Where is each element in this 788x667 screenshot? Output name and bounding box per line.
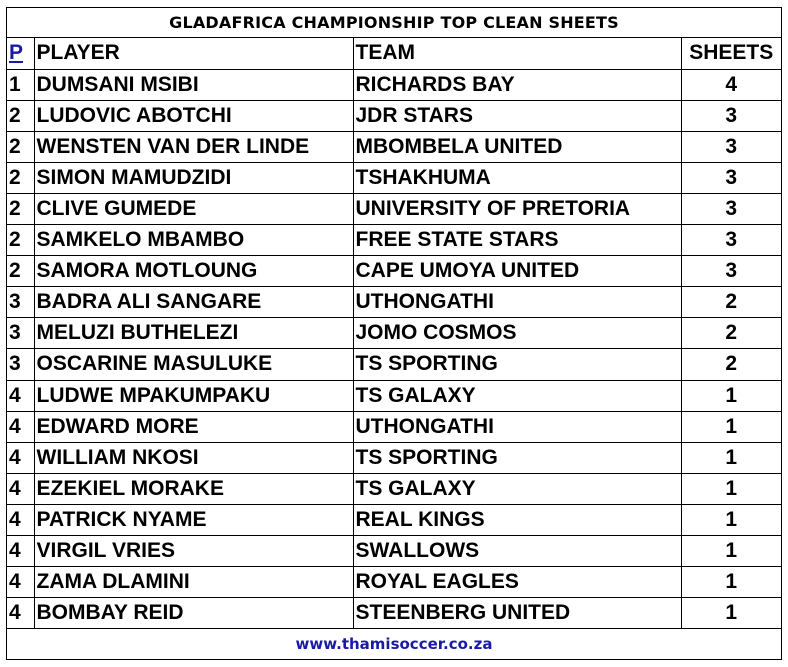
table-row: [7, 411, 781, 442]
clean-sheets-table: [7, 38, 781, 629]
table-row: [7, 598, 781, 629]
sheets-cell: 2: [681, 287, 781, 318]
table-row: [7, 287, 781, 318]
player-cell: CLIVE GUMEDE: [34, 193, 353, 224]
player-cell: EZEKIEL MORAKE: [34, 473, 353, 504]
sheets-cell: 1: [681, 442, 781, 473]
table-row: [7, 225, 781, 256]
table-row: [7, 162, 781, 193]
team-cell: SWALLOWS: [353, 536, 681, 567]
column-header-sheets: SHEETS: [681, 38, 781, 69]
clean-sheets-table-card: [6, 7, 782, 660]
table-row: [7, 131, 781, 162]
sheets-cell: 3: [681, 162, 781, 193]
sheets-cell: 1: [681, 598, 781, 629]
player-cell: BADRA ALI SANGARE: [34, 287, 353, 318]
table-row: [7, 536, 781, 567]
team-cell: TS GALAXY: [353, 380, 681, 411]
table-row: [7, 349, 781, 380]
sheets-cell: 2: [681, 318, 781, 349]
position-cell: 4: [7, 598, 34, 629]
team-cell: TSHAKHUMA: [353, 162, 681, 193]
team-cell: ROYAL EAGLES: [353, 567, 681, 598]
table-row: [7, 318, 781, 349]
sheets-cell: 1: [681, 504, 781, 535]
team-cell: JOMO COSMOS: [353, 318, 681, 349]
player-cell: PATRICK NYAME: [34, 504, 353, 535]
player-cell: VIRGIL VRIES: [34, 536, 353, 567]
column-header-position[interactable]: [7, 38, 34, 69]
team-cell: FREE STATE STARS: [353, 225, 681, 256]
player-cell: OSCARINE MASULUKE: [34, 349, 353, 380]
team-cell: RICHARDS BAY: [353, 69, 681, 100]
website-footer[interactable]: www.thamisoccer.co.za: [295, 635, 493, 654]
position-cell: 3: [7, 318, 34, 349]
position-cell: 2: [7, 256, 34, 287]
team-cell: UTHONGATHI: [353, 287, 681, 318]
sort-by-position-link[interactable]: P: [9, 41, 24, 65]
position-cell: 4: [7, 567, 34, 598]
player-cell: BOMBAY REID: [34, 598, 353, 629]
team-cell: TS SPORTING: [353, 442, 681, 473]
team-cell: REAL KINGS: [353, 504, 681, 535]
sheets-cell: 3: [681, 225, 781, 256]
sheets-cell: 1: [681, 536, 781, 567]
player-cell: WENSTEN VAN DER LINDE: [34, 131, 353, 162]
position-cell: 2: [7, 193, 34, 224]
sheets-cell: 3: [681, 100, 781, 131]
team-cell: TS GALAXY: [353, 473, 681, 504]
sheets-cell: 4: [681, 69, 781, 100]
player-cell: SAMKELO MBAMBO: [34, 225, 353, 256]
table-title: GLADAFRICA CHAMPIONSHIP TOP CLEAN SHEETS: [7, 8, 781, 38]
column-header-player: PLAYER: [34, 38, 353, 69]
player-cell: SAMORA MOTLOUNG: [34, 256, 353, 287]
table-row: [7, 100, 781, 131]
table-row: [7, 504, 781, 535]
position-cell: 4: [7, 504, 34, 535]
position-cell: 4: [7, 442, 34, 473]
player-cell: WILLIAM NKOSI: [34, 442, 353, 473]
team-cell: TS SPORTING: [353, 349, 681, 380]
column-header-team: TEAM: [353, 38, 681, 69]
position-cell: 2: [7, 225, 34, 256]
sheets-cell: 3: [681, 131, 781, 162]
position-cell: 4: [7, 536, 34, 567]
player-cell: MELUZI BUTHELEZI: [34, 318, 353, 349]
player-cell: LUDOVIC ABOTCHI: [34, 100, 353, 131]
position-cell: 3: [7, 287, 34, 318]
player-cell: SIMON MAMUDZIDI: [34, 162, 353, 193]
sheets-cell: 2: [681, 349, 781, 380]
table-row: [7, 256, 781, 287]
position-cell: 4: [7, 473, 34, 504]
position-cell: 2: [7, 100, 34, 131]
table-row: [7, 193, 781, 224]
sheets-cell: 3: [681, 256, 781, 287]
sheets-cell: 3: [681, 193, 781, 224]
player-cell: EDWARD MORE: [34, 411, 353, 442]
position-cell: 2: [7, 162, 34, 193]
team-cell: STEENBERG UNITED: [353, 598, 681, 629]
team-cell: UTHONGATHI: [353, 411, 681, 442]
sheets-cell: 1: [681, 473, 781, 504]
table-row: [7, 567, 781, 598]
sheets-cell: 1: [681, 380, 781, 411]
position-cell: 2: [7, 131, 34, 162]
team-cell: JDR STARS: [353, 100, 681, 131]
team-cell: CAPE UMOYA UNITED: [353, 256, 681, 287]
table-row: [7, 442, 781, 473]
position-cell: 4: [7, 411, 34, 442]
position-cell: 3: [7, 349, 34, 380]
player-cell: DUMSANI MSIBI: [34, 69, 353, 100]
position-cell: 1: [7, 69, 34, 100]
player-cell: ZAMA DLAMINI: [34, 567, 353, 598]
table-row: [7, 69, 781, 100]
player-cell: LUDWE MPAKUMPAKU: [34, 380, 353, 411]
table-row: [7, 380, 781, 411]
sheets-cell: 1: [681, 567, 781, 598]
header-row: [7, 38, 781, 69]
team-cell: MBOMBELA UNITED: [353, 131, 681, 162]
sheets-cell: 1: [681, 411, 781, 442]
table-row: [7, 473, 781, 504]
position-cell: 4: [7, 380, 34, 411]
team-cell: UNIVERSITY OF PRETORIA: [353, 193, 681, 224]
